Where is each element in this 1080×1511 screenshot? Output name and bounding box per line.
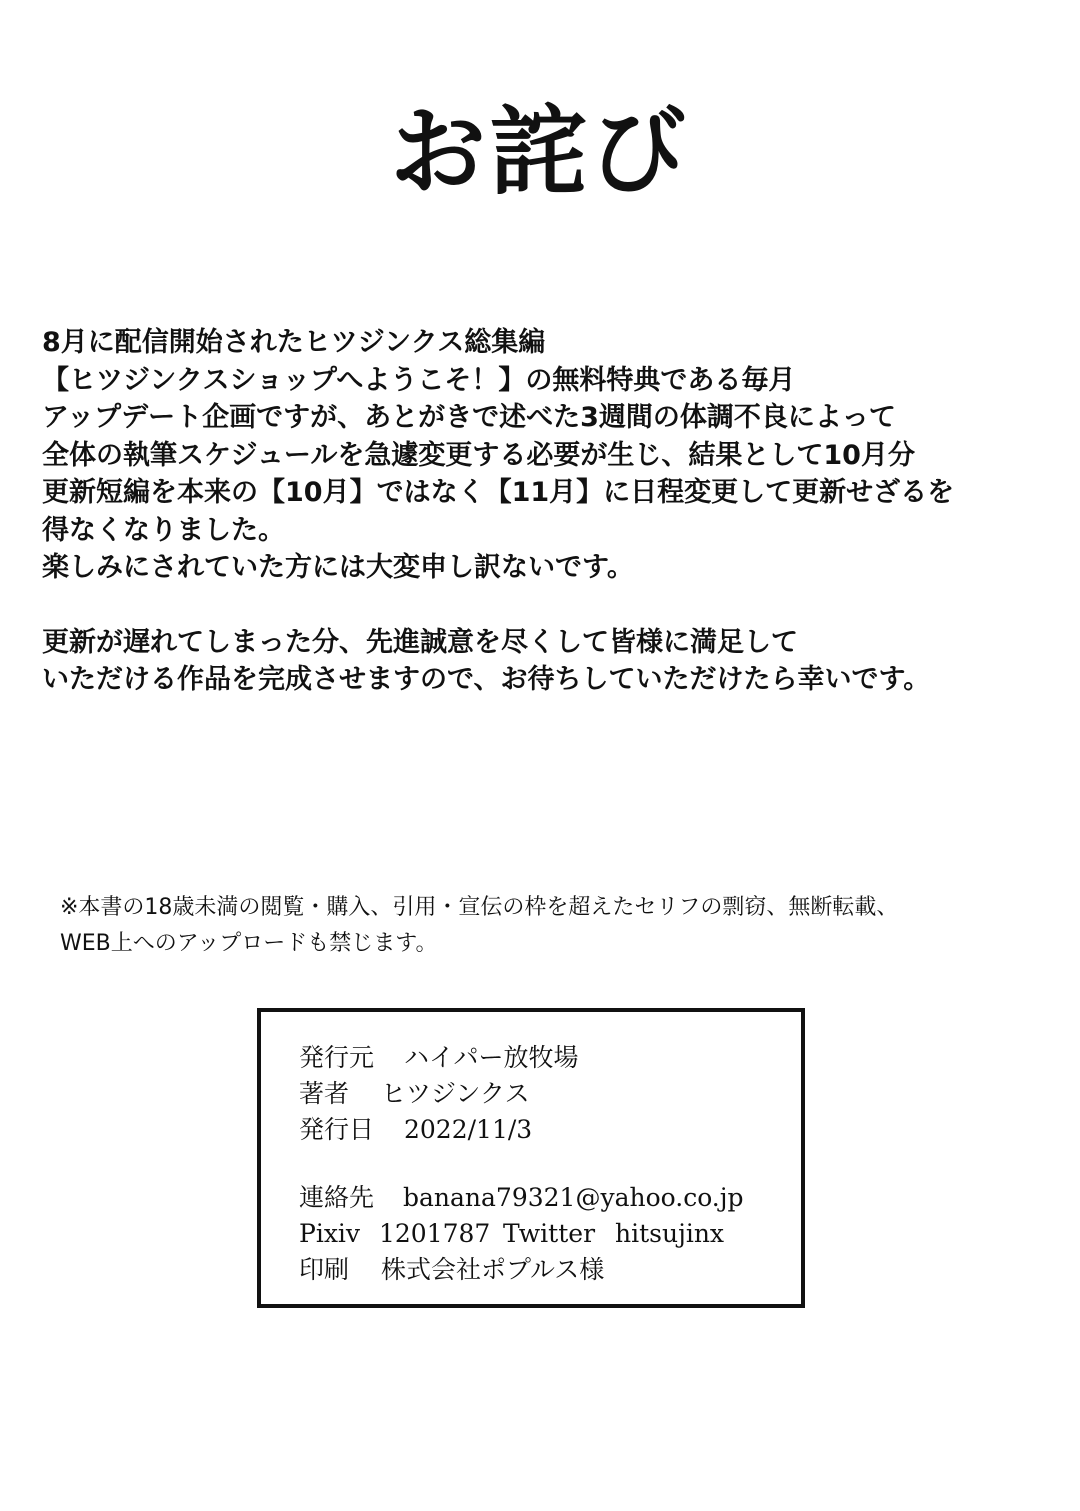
- publisher-row: [299, 1040, 744, 1076]
- contact-email: banana79321@yahoo.co.jp: [403, 1183, 744, 1212]
- notice-line: ※本書の18歳未満の閲覧・購入、引用・宣伝の枠を超えたセリフの剽窃、無断転載、: [60, 895, 899, 920]
- closing-line: 更新が遅れてしまった分、先進誠意を尽くして皆様に満足して: [42, 626, 798, 658]
- notice-line: WEB上へのアップロードも禁じます。: [60, 931, 438, 956]
- pixiv-label: Pixiv: [299, 1219, 361, 1248]
- date-value: 2022/11/3: [404, 1115, 533, 1144]
- publisher-label: 発行元: [299, 1043, 375, 1072]
- pixiv-id: 1201787: [379, 1219, 491, 1248]
- message-line: 得なくなりました。: [42, 514, 285, 546]
- colophon-box: [257, 1008, 805, 1308]
- message-line: 8月に配信開始されたヒツジンクス総集編: [42, 327, 546, 358]
- author-label: 著者: [299, 1079, 350, 1108]
- paragraph-gap: [42, 587, 1052, 624]
- author-value: ヒツジンクス: [381, 1079, 530, 1108]
- message-line: 更新短編を本来の【10月】ではなく【11月】に日程変更して更新せざるを: [42, 477, 955, 508]
- date-row: [299, 1112, 744, 1148]
- page-title: お詫び: [390, 96, 690, 208]
- contact-label: 連絡先: [299, 1183, 375, 1212]
- apology-message: [42, 324, 1052, 699]
- social-row: [299, 1216, 744, 1252]
- closing-line: いただける作品を完成させますので、お待ちしていただけたら幸いです。: [42, 664, 931, 695]
- printer-label: 印刷: [299, 1255, 350, 1284]
- printer-row: [299, 1252, 744, 1288]
- twitter-handle: hitsujinx: [615, 1219, 725, 1248]
- contact-row: [299, 1180, 744, 1216]
- message-line: 全体の執筆スケジュールを急遽変更する必要が生じ、結果として10月分: [42, 439, 915, 471]
- message-line: 楽しみにされていた方には大変申し訳ないです。: [42, 552, 634, 583]
- author-row: [299, 1076, 744, 1112]
- copyright-notice: [60, 890, 1040, 962]
- message-line: アップデート企画ですが、あとがきで述べた3週間の体調不良によって: [42, 402, 896, 433]
- colophon-rows: [299, 1040, 744, 1288]
- message-line: 【ヒツジンクスショップへようこそ！】の無料特典である毎月: [42, 364, 796, 396]
- twitter-label: Twitter: [503, 1219, 596, 1248]
- printer-value: 株式会社ポプルス様: [381, 1255, 605, 1284]
- date-label: 発行日: [299, 1115, 375, 1144]
- publisher-value: ハイパー放牧場: [404, 1043, 579, 1072]
